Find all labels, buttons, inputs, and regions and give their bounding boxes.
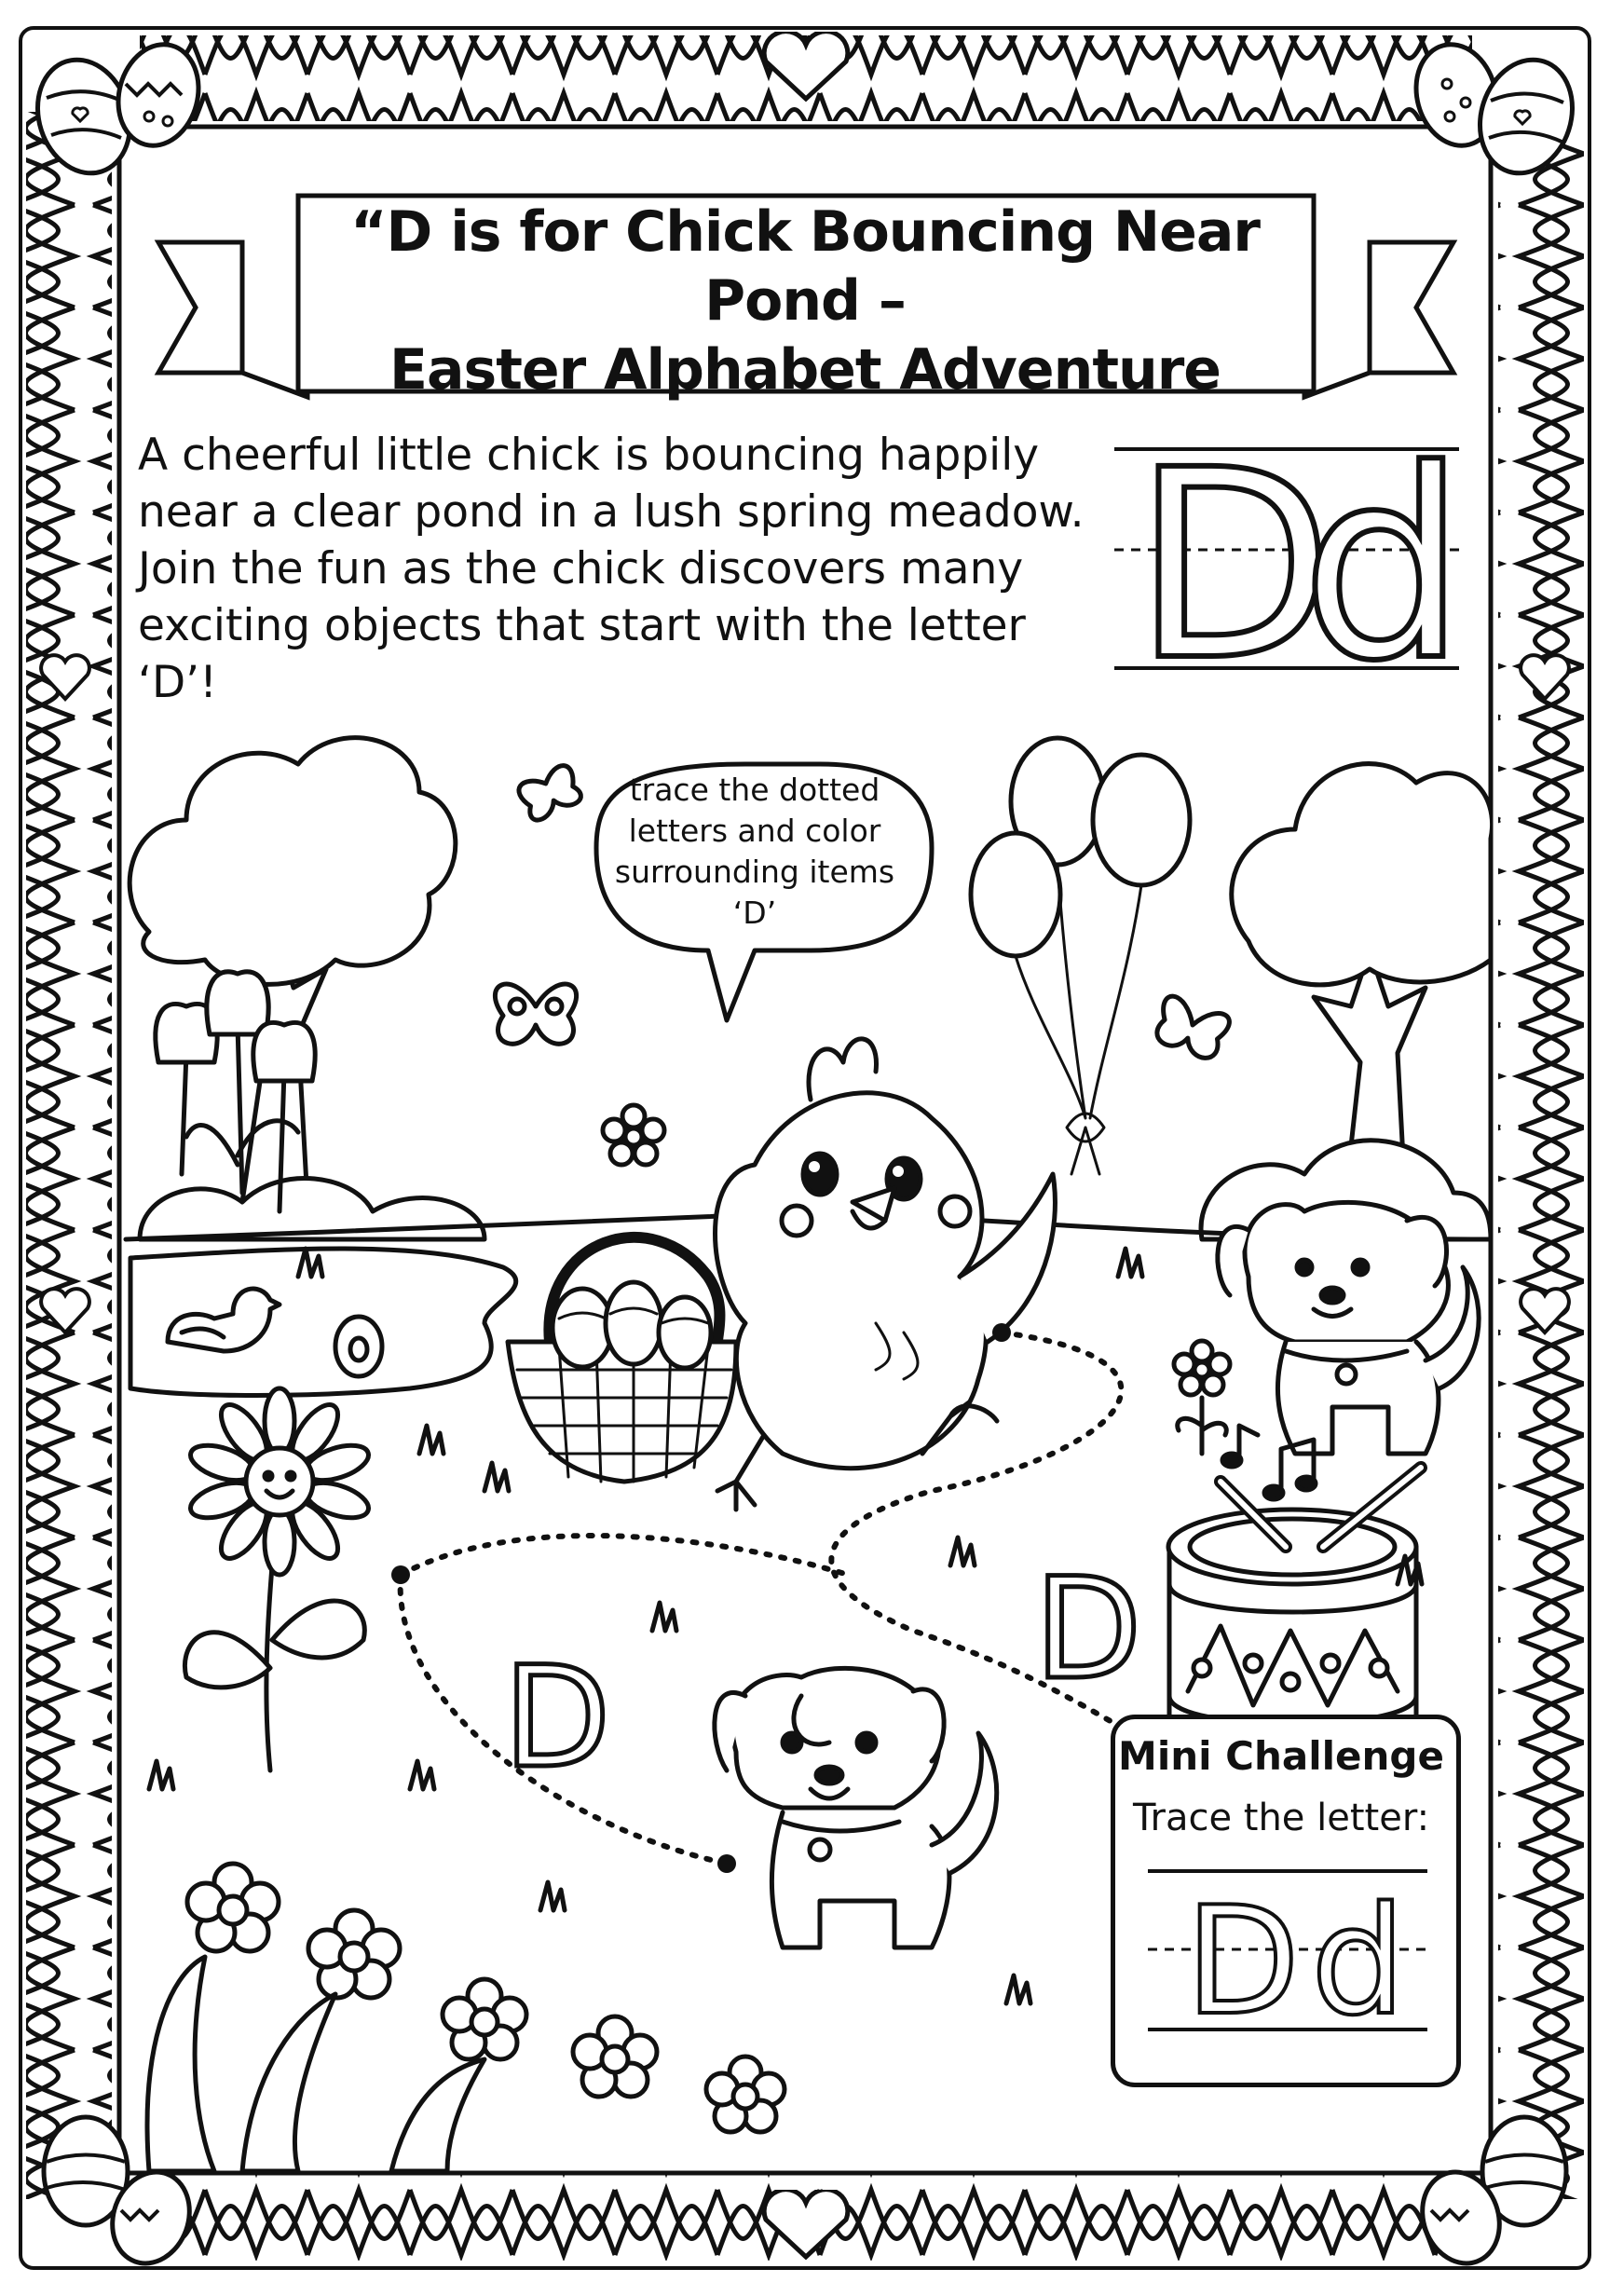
flower-icon: [603, 1105, 664, 1165]
flower-icon: [308, 1910, 400, 1998]
speech-bubble-text: [610, 770, 899, 934]
flower-icon: [573, 2016, 657, 2097]
scene-letter[interactable]: [494, 1635, 634, 1784]
intro-line-3: Join the fun as the chick discovers many: [138, 543, 1024, 594]
tree-icon: [130, 738, 456, 1202]
bubble-line-3: surrounding items: [614, 854, 895, 890]
easter-egg-icon: [1405, 28, 1582, 186]
svg-text:D: D: [503, 1637, 611, 1784]
puppy-icon: [1218, 1202, 1479, 1454]
scene-letter[interactable]: [1025, 1547, 1165, 1696]
intro-line-1: A cheerful little chick is bouncing happily: [138, 430, 1040, 481]
basket-icon: [508, 1237, 736, 1482]
butterfly-icon: [495, 984, 576, 1044]
flower-icon: [184, 1388, 373, 1770]
title-line-1: “D is for Chick Bouncing Near Pond –: [350, 199, 1260, 334]
title-line-2: Easter Alphabet Adventure: [389, 337, 1221, 403]
trace-letter-upper[interactable]: D: [1133, 440, 1334, 680]
heart-icon: [37, 1286, 93, 1337]
page-title: [307, 198, 1303, 404]
easter-egg-icon: [28, 28, 205, 186]
flower-icon: [187, 1864, 279, 1951]
trace-letter-lower[interactable]: d: [1301, 440, 1467, 680]
mini-challenge-subtitle: Trace the letter:: [1132, 1797, 1430, 1839]
svg-text:D: D: [1034, 1549, 1142, 1696]
bubble-line-2: letters and color: [628, 813, 881, 849]
intro-line-2: near a clear pond in a lush spring meadow.: [138, 486, 1085, 538]
mini-challenge-title: Mini Challenge: [1118, 1733, 1444, 1779]
mini-trace-upper[interactable]: D: [1185, 1874, 1301, 2048]
flower-icon: [706, 2057, 785, 2132]
mini-trace-guide: [1148, 1864, 1427, 2050]
bubble-line-4: ‘D’: [732, 895, 777, 931]
butterfly-icon: [516, 763, 584, 824]
intro-paragraph: [138, 427, 1107, 711]
bubble-line-1: trace the dotted: [629, 772, 880, 808]
flower-icon: [443, 1979, 526, 2059]
heart-icon: [1517, 652, 1573, 704]
butterfly-icon: [1152, 994, 1232, 1063]
flower-icon: [1174, 1341, 1230, 1454]
mini-trace-lower[interactable]: d: [1311, 1874, 1406, 2048]
trace-letter-guide: [1114, 440, 1468, 680]
drum-icon: [1168, 1468, 1421, 1752]
intro-line-4: exciting objects that start with the letter ‘D’!: [138, 600, 1026, 708]
puppy-icon: [715, 1668, 997, 1948]
heart-icon: [1517, 1286, 1573, 1337]
heart-icon: [745, 2190, 866, 2264]
balloon-icon: [971, 738, 1190, 1174]
chick-icon: [716, 1039, 1056, 1510]
heart-icon: [37, 652, 93, 704]
heart-icon: [745, 32, 866, 106]
